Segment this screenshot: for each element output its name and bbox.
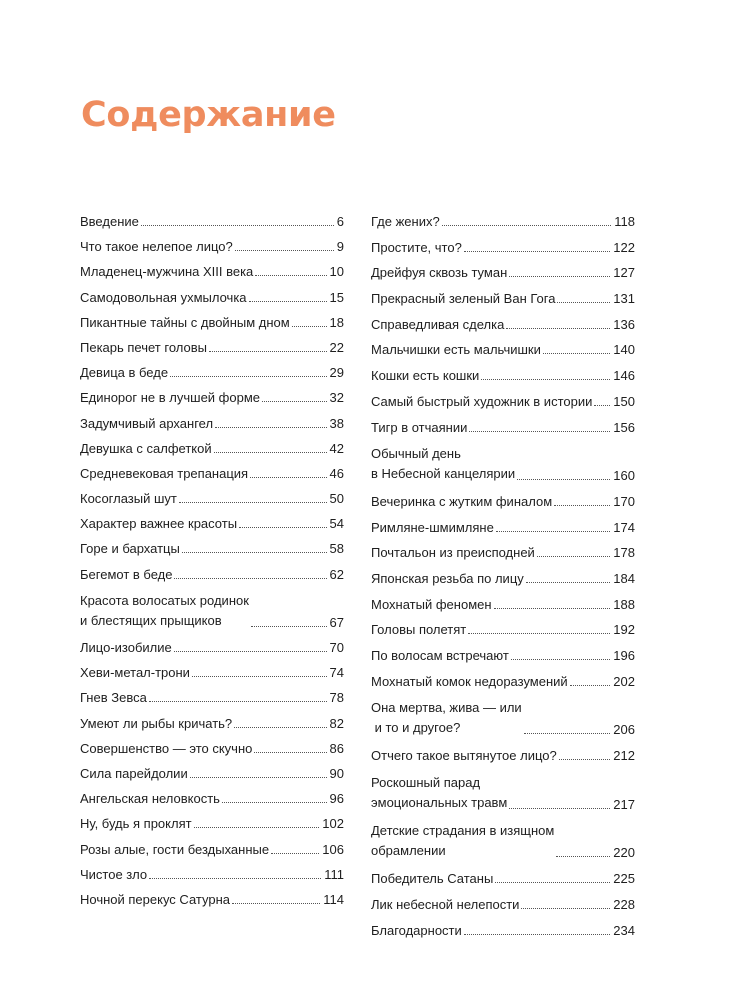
toc-entry bbox=[371, 213, 635, 230]
toc-entry-page: 54 bbox=[329, 516, 344, 532]
toc-entry-title: Чистое зло bbox=[80, 866, 148, 882]
toc-entry bbox=[371, 544, 635, 561]
toc-entry bbox=[80, 715, 344, 732]
toc-entry-page: 58 bbox=[329, 541, 344, 557]
toc-entry-title: Сила парейдолии bbox=[80, 765, 188, 781]
toc-entry-page: 82 bbox=[329, 715, 344, 731]
dot-leader bbox=[517, 479, 610, 480]
toc-entry-title: Мальчишки есть мальчишки bbox=[371, 342, 541, 358]
toc-entry-page: 118 bbox=[614, 214, 635, 229]
dot-leader bbox=[464, 251, 610, 252]
dot-leader bbox=[464, 934, 611, 935]
toc-entry-page: 38 bbox=[329, 415, 344, 431]
toc-entry bbox=[371, 519, 635, 536]
toc-entry bbox=[371, 290, 635, 307]
toc-entry-title: Победитель Сатаны bbox=[371, 871, 494, 887]
dot-leader bbox=[494, 608, 611, 609]
dot-leader bbox=[271, 853, 319, 854]
toc-entry-page: 50 bbox=[329, 491, 344, 507]
toc-entry-title: Пикантные тайны с двойным дном bbox=[80, 314, 290, 330]
toc-entry bbox=[371, 647, 635, 664]
toc-entry-title: Самый быстрый художник в истории bbox=[371, 393, 593, 409]
toc-entry bbox=[80, 689, 344, 706]
dot-leader bbox=[556, 856, 610, 857]
toc-entry bbox=[371, 821, 635, 861]
dot-leader bbox=[209, 351, 327, 352]
toc-entry bbox=[80, 591, 344, 631]
toc-entry-page: 62 bbox=[329, 566, 344, 582]
dot-leader bbox=[182, 552, 327, 553]
dot-leader bbox=[554, 505, 610, 506]
toc-entry-title: Справедливая сделка bbox=[371, 316, 505, 332]
toc-entry-title: Она мертва, жива — или и то и другое? bbox=[371, 700, 522, 736]
toc-entry-page: 90 bbox=[329, 765, 344, 781]
toc-entry-page: 160 bbox=[613, 468, 635, 484]
toc-entry-title: Вечеринка с жутким финалом bbox=[371, 493, 553, 509]
dot-leader bbox=[509, 808, 610, 809]
toc-entry bbox=[80, 238, 344, 255]
toc-entry bbox=[80, 740, 344, 757]
toc-entry bbox=[371, 870, 635, 887]
toc-entry-page: 131 bbox=[613, 291, 635, 307]
toc-entry bbox=[371, 367, 635, 384]
toc-entry-page: 86 bbox=[329, 740, 344, 756]
toc-entry bbox=[371, 621, 635, 638]
toc-entry-page: 156 bbox=[613, 419, 635, 435]
toc-entry-title: Бегемот в беде bbox=[80, 566, 173, 582]
toc-entry bbox=[80, 790, 344, 807]
dot-leader bbox=[524, 733, 611, 734]
dot-leader bbox=[511, 659, 611, 660]
toc-entry-page: 22 bbox=[329, 339, 344, 355]
toc-entry-page: 15 bbox=[329, 289, 344, 305]
toc-entry bbox=[80, 664, 344, 681]
toc-entry bbox=[80, 866, 344, 883]
dot-leader bbox=[496, 531, 610, 532]
toc-column-left bbox=[80, 213, 344, 916]
toc-entry-title: Мохнатый феномен bbox=[371, 596, 492, 612]
toc-entry-title: Ангельская неловкость bbox=[80, 791, 220, 807]
dot-leader bbox=[559, 759, 611, 760]
toc-entry bbox=[80, 213, 344, 230]
toc-entry-page: 102 bbox=[322, 816, 344, 832]
dot-leader bbox=[234, 727, 326, 728]
toc-entry bbox=[371, 747, 635, 764]
toc-entry-page: 146 bbox=[613, 368, 635, 384]
toc-entry bbox=[371, 264, 635, 281]
toc-entry-page: 220 bbox=[613, 845, 635, 861]
toc-entry-title: Самодовольная ухмылочка bbox=[80, 289, 247, 305]
dot-leader bbox=[495, 882, 610, 883]
toc-entry-page: 192 bbox=[613, 622, 635, 638]
toc-entry-title: Характер важнее красоты bbox=[80, 516, 238, 532]
dot-leader bbox=[469, 431, 610, 432]
dot-leader bbox=[255, 275, 326, 276]
dot-leader bbox=[594, 405, 610, 406]
toc-entry-page: 10 bbox=[329, 264, 344, 280]
toc-entry-page: 78 bbox=[329, 690, 344, 706]
toc-entry-title: Единорог не в лучшей форме bbox=[80, 390, 260, 406]
toc-entry bbox=[80, 364, 344, 381]
toc-entry-page: 29 bbox=[329, 365, 344, 381]
toc-entry bbox=[80, 566, 344, 583]
dot-leader bbox=[526, 582, 611, 583]
dot-leader bbox=[149, 701, 327, 702]
toc-entry bbox=[371, 773, 635, 813]
toc-entry-page: 32 bbox=[329, 390, 344, 406]
toc-entry-title: Красота волосатых родинок и блестящих прыщиков bbox=[80, 592, 249, 628]
toc-entry bbox=[371, 419, 635, 436]
dot-leader bbox=[292, 326, 327, 327]
toc-entry-page: 217 bbox=[613, 796, 635, 812]
toc-entry-page: 188 bbox=[613, 596, 635, 612]
toc-entry bbox=[80, 440, 344, 457]
toc-entry-page: 42 bbox=[329, 440, 344, 456]
toc-entry bbox=[80, 540, 344, 557]
toc-entry-title: Ночной перекус Сатурна bbox=[80, 891, 230, 907]
toc-entry-title: Роскошный парад эмоциональных травм bbox=[371, 774, 508, 810]
dot-leader bbox=[570, 685, 611, 686]
toc-entry-page: 114 bbox=[323, 891, 344, 907]
toc-entry-page: 140 bbox=[613, 342, 635, 358]
toc-entry-page: 228 bbox=[613, 896, 635, 912]
toc-entry-title: Гнев Зевса bbox=[80, 690, 147, 706]
toc-entry-page: 46 bbox=[329, 465, 344, 481]
toc-entry-title: Горе и бархатцы bbox=[80, 541, 180, 557]
toc-entry-title: Почтальон из преисподней bbox=[371, 545, 535, 561]
toc-entry-title: Ну, будь я проклят bbox=[80, 816, 192, 832]
toc-entry-page: 234 bbox=[613, 922, 635, 938]
dot-leader bbox=[174, 651, 327, 652]
toc-entry-title: Дрейфуя сквозь туман bbox=[371, 265, 508, 281]
toc-entry bbox=[80, 765, 344, 782]
dot-leader bbox=[254, 752, 326, 753]
toc-entry-title: Римляне-шмимляне bbox=[371, 519, 494, 535]
toc-entry-page: 70 bbox=[329, 640, 344, 655]
toc-entry-page: 202 bbox=[613, 673, 635, 689]
toc-entry-title: Средневековая трепанация bbox=[80, 465, 249, 481]
toc-entry bbox=[80, 815, 344, 832]
toc-entry-title: Кошки есть кошки bbox=[371, 368, 480, 384]
dot-leader bbox=[537, 556, 610, 557]
toc-entry-title: Задумчивый архангел bbox=[80, 415, 214, 431]
toc-entry bbox=[371, 673, 635, 690]
dot-leader bbox=[235, 250, 334, 251]
toc-entry-title: Лицо-изобилие bbox=[80, 640, 172, 655]
toc-entry bbox=[371, 698, 635, 738]
toc-entry-page: 67 bbox=[329, 614, 344, 630]
toc-entry-page: 174 bbox=[613, 519, 635, 535]
page-title: Содержание bbox=[81, 95, 336, 135]
dot-leader bbox=[239, 527, 326, 528]
dot-leader bbox=[194, 827, 320, 828]
toc-entry bbox=[371, 922, 635, 939]
toc-entry-title: Девица в беде bbox=[80, 365, 169, 381]
toc-entry-title: Обычный день в Небесной канцелярии bbox=[371, 446, 516, 482]
dot-leader bbox=[149, 878, 321, 879]
toc-entry-title: Что такое нелепое лицо? bbox=[80, 239, 233, 255]
toc-entry-title: Благодарности bbox=[371, 922, 462, 938]
dot-leader bbox=[521, 908, 610, 909]
toc-entry-page: 6 bbox=[336, 214, 344, 229]
toc-entry-page: 184 bbox=[613, 570, 635, 586]
dot-leader bbox=[190, 777, 327, 778]
toc-entry bbox=[371, 570, 635, 587]
dot-leader bbox=[174, 578, 326, 579]
toc-entry-title: Детские страдания в изящном обрамлении bbox=[371, 823, 555, 859]
toc-entry-title: Введение bbox=[80, 214, 139, 229]
toc-entry-page: 206 bbox=[613, 722, 635, 738]
toc-entry-page: 96 bbox=[329, 791, 344, 807]
dot-leader bbox=[170, 376, 326, 377]
toc-entry-title: Совершенство — это скучно bbox=[80, 740, 253, 756]
toc-entry-title: Прекрасный зеленый Ван Гога bbox=[371, 291, 556, 307]
dot-leader bbox=[468, 633, 610, 634]
dot-leader bbox=[179, 502, 327, 503]
toc-entry-page: 178 bbox=[613, 545, 635, 561]
toc-entry bbox=[80, 515, 344, 532]
toc-entry bbox=[371, 316, 635, 333]
toc-entry-page: 111 bbox=[324, 866, 344, 882]
toc-entry bbox=[371, 444, 635, 484]
dot-leader bbox=[262, 401, 327, 402]
toc-entry bbox=[371, 896, 635, 913]
dot-leader bbox=[442, 225, 612, 226]
dot-leader bbox=[543, 353, 610, 354]
dot-leader bbox=[249, 301, 327, 302]
toc-entry-title: Отчего такое вытянутое лицо? bbox=[371, 748, 557, 764]
toc-entry bbox=[80, 490, 344, 507]
toc-entry-page: 122 bbox=[613, 239, 635, 255]
toc-entry bbox=[80, 639, 344, 656]
toc-entry-title: Где жених? bbox=[371, 214, 440, 229]
toc-entry-title: Мохнатый комок недоразумений bbox=[371, 673, 568, 689]
toc-entry-title: Пекарь печет головы bbox=[80, 339, 207, 355]
toc-entry-page: 212 bbox=[613, 748, 635, 764]
dot-leader bbox=[214, 452, 327, 453]
dot-leader bbox=[222, 802, 327, 803]
toc-entry-title: Младенец-мужчина XIII века bbox=[80, 264, 254, 280]
toc-entry-page: 9 bbox=[336, 239, 344, 255]
dot-leader bbox=[557, 302, 610, 303]
toc-entry bbox=[80, 415, 344, 432]
toc-entry-title: Японская резьба по лицу bbox=[371, 570, 524, 586]
toc-entry-title: По волосам встречают bbox=[371, 648, 509, 663]
toc-entry bbox=[371, 493, 635, 510]
dot-leader bbox=[509, 276, 610, 277]
toc-entry-title: Хеви-метал-трони bbox=[80, 665, 190, 681]
toc-entry-title: Головы полетят bbox=[371, 622, 467, 638]
toc-entry-page: 196 bbox=[613, 648, 635, 663]
toc-entry bbox=[371, 341, 635, 358]
dot-leader bbox=[141, 225, 334, 226]
toc-entry-page: 127 bbox=[613, 265, 635, 281]
toc-entry-page: 74 bbox=[329, 665, 344, 681]
toc-column-right bbox=[371, 213, 635, 947]
toc-entry-page: 106 bbox=[322, 841, 344, 857]
toc-entry-title: Тигр в отчаянии bbox=[371, 419, 468, 435]
toc-entry bbox=[371, 239, 635, 256]
toc-entry bbox=[80, 891, 344, 908]
toc-entry-page: 18 bbox=[329, 314, 344, 330]
toc-entry bbox=[371, 596, 635, 613]
toc-entry bbox=[371, 393, 635, 410]
toc-entry-page: 136 bbox=[613, 316, 635, 332]
toc-entry bbox=[80, 389, 344, 406]
dot-leader bbox=[481, 379, 610, 380]
toc-entry bbox=[80, 465, 344, 482]
toc-entry-page: 170 bbox=[613, 493, 635, 509]
toc-entry-page: 225 bbox=[613, 871, 635, 887]
dot-leader bbox=[250, 477, 326, 478]
toc-entry bbox=[80, 339, 344, 356]
toc-entry bbox=[80, 289, 344, 306]
toc-entry bbox=[80, 263, 344, 280]
toc-entry bbox=[80, 841, 344, 858]
toc-entry-page: 150 bbox=[613, 393, 635, 409]
dot-leader bbox=[215, 427, 326, 428]
toc-entry-title: Розы алые, гости бездыханные bbox=[80, 841, 270, 857]
dot-leader bbox=[232, 903, 320, 904]
toc-entry-title: Лик небесной нелепости bbox=[371, 896, 520, 912]
toc-entry-title: Простите, что? bbox=[371, 239, 462, 255]
toc-entry-title: Девушка с салфеткой bbox=[80, 440, 212, 456]
toc-entry bbox=[80, 314, 344, 331]
dot-leader bbox=[506, 328, 610, 329]
toc-entry-title: Косоглазый шут bbox=[80, 491, 177, 507]
dot-leader bbox=[251, 626, 327, 627]
toc-entry-title: Умеют ли рыбы кричать? bbox=[80, 715, 233, 731]
dot-leader bbox=[192, 676, 327, 677]
